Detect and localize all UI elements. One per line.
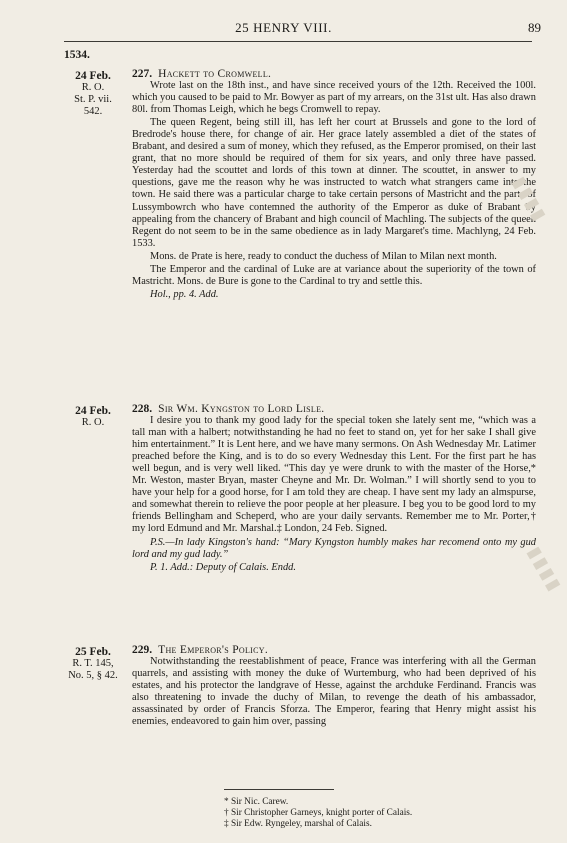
footnote: † Sir Christopher Garneys, knight porter of Calais. [224,808,413,818]
entry-source: R. T. 145, [72,658,114,669]
entry-date: 25 Feb. [75,646,111,658]
entry-source: R. O. [81,417,105,428]
entry-heading [132,644,536,656]
entry-title: Hackett to Cromwell. [158,68,272,80]
entry-title: The Emperor's Policy. [158,644,269,656]
watermark-mark: ▮▮▮▮ [524,543,566,596]
page-number: 89 [528,20,541,35]
entry-heading [132,68,536,80]
entry-margin [64,405,122,429]
entry-source-ref: No. 5, § 42. [68,670,118,681]
entry-number: 229. [132,644,153,656]
entry-paragraph: Wrote last on the 18th inst., and have since received yours of the 12th. Received the 100l. which you caused to be paid to Mr. Bowyer as part of my arrears, on the 31st ult. Has also drawn 80l. from Thomas Leigh, which he begs Cromwell to repay. [132,80,536,116]
entry-heading [132,403,536,415]
entry-description: P. 1. Add.: Deputy of Calais. Endd. [150,561,296,573]
entry-body [132,68,536,302]
page-header [0,20,567,36]
entry-body [132,403,536,575]
header-rule [64,41,532,42]
entry-date: 24 Feb. [75,405,111,417]
footnote-rule [224,789,334,790]
entry-body [132,644,536,729]
entry-paragraph: Notwithstanding the reestablishment of peace, France was interfering with all the German quarrels, and assisting with money the duke of Wurtemburg, who had been deprived of his estates, and his protector the landgrave of Hesse, against the archduke Ferdinand. Francis was also threatening to invade the duchy of Milan, to revenge the death of his ambassador, assassinated by order of Francis Sforza. The Emperor, fearing that Henry might assist his enemies, endeavored to gain him over, passing [132,656,536,728]
year-heading: 1534. [64,49,90,61]
entry-margin [64,70,122,118]
entry-paragraph: The queen Regent, being still ill, has left her court at Brussels and gone to the lord of Bredrode's house there, for change of air. Her grace lately assembled a diet of the states of Brabant, and desired a sum of money, which they refused, as the Emperor promised, on their last grant, that no more should be required of them for six years, and only three have passed. Yesterday had the scouttet and lords of this town at dinner. The scouttet, in answer to my questions, gave me the reason why he was instructed to watch what strangers came into the town. He said there was a particular charge to take certain persons of Mastricht and the parts of Lussymbowrch who have contemned the authority of the Emperor as duke of Brabant by appealing from the chancery of Brabant and high council of Machling. The subjects of the queen Regent do not seem to be in the same obedience as in lady Margaret's time. Machlyng, 24 Feb. 1533. [132,117,536,249]
footnote: ‡ Sir Edw. Ryngeley, marshal of Calais. [224,819,372,829]
entry-description: Hol., pp. 4. Add. [150,288,219,300]
entry-title: Sir Wm. Kyngston to Lord Lisle. [158,403,325,415]
entry-paragraph: The Emperor and the cardinal of Luke are at variance about the superiority of the town of Mastricht. Mons. de Bure is gone to the Cardinal to try and settle this. [132,263,536,287]
footnotes [224,797,412,830]
entry-postscript: P.S.—In lady Kingston's hand: “Mary Kyngston humbly makes har recomend onto my gud lord and my gud lady.” [132,536,536,560]
entry-paragraph: Mons. de Prate is here, ready to conduct the duchess of Milan to Milan next month. [150,250,497,262]
entry-source-ref: St. P. vii. 542. [74,94,112,117]
entry-date: 24 Feb. [75,70,111,82]
watermark-mark: ▮▮▮▮ [509,173,551,226]
entry-number: 227. [132,68,153,80]
entry-margin [64,646,122,682]
entry-paragraph: I desire you to thank my good lady for the special token she lately sent me, “which was a tall man with a halbert; notwithstanding he had no feet to stand on, yet for her sake I shall give him entertainment.” It is Lent here, and we have many sermons. On Ash Wednesday Mr. Latimer preached before the King, and is to do so every Wednesday this Lent. For the first part he has well begun, and is very well liked. “This day ye were drunk to with the master of the Horse,* Mr. Weston, master Bryan, master Cheyne and Mr. Dr. Wolman.” I will shortly send to you to have your help for a good horse, for I am told they are cheap. I have sent my lady an almspurse, and somewhat therein to relieve the poor people at her pleasure. I beg you to be good lord to my friends Bellingham and Scheperd, who are your daily servants. Remember me to Mr. Porter,† my lord Edmund and Mr. Marshal.‡ London, 24 Feb. Signed. [132,415,536,535]
footnote: * Sir Nic. Carew. [224,797,289,807]
entry-source: R. O. [81,82,105,93]
running-title: 25 HENRY VIII. [235,20,332,35]
entry-number: 228. [132,403,153,415]
